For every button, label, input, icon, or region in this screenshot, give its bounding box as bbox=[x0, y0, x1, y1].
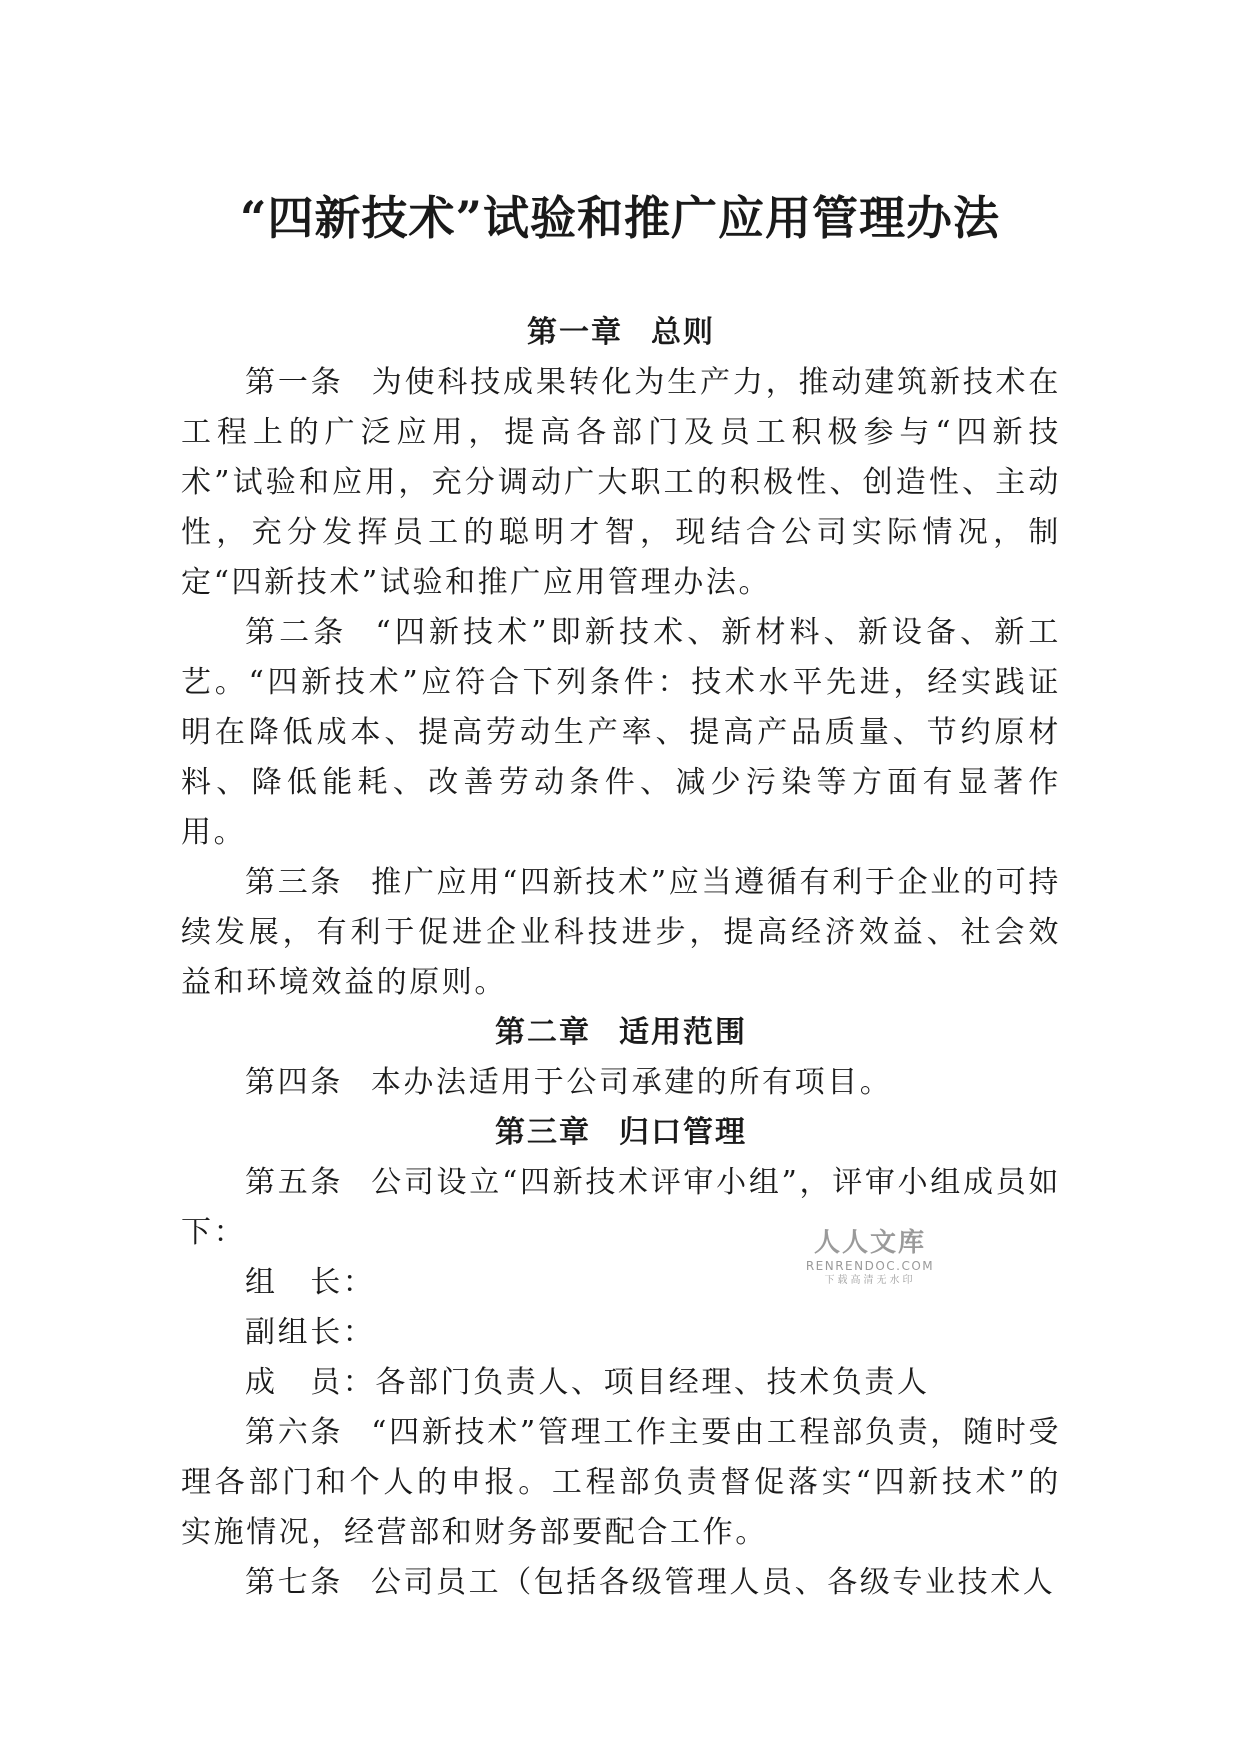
member-deputy: 副组长： bbox=[245, 1315, 376, 1350]
article-label: 第二条 bbox=[245, 615, 348, 650]
watermark-title: 人人文库 bbox=[813, 1228, 926, 1258]
chapter-heading-3 bbox=[181, 1108, 1061, 1158]
watermark-url: RENRENDOC.COM bbox=[805, 1259, 935, 1273]
document-title: “四新技术”试验和推广应用管理办法 bbox=[240, 191, 1000, 245]
article-6 bbox=[181, 1408, 1061, 1558]
chapter-number: 第二章 bbox=[495, 1015, 591, 1050]
article-text: 为使科技成果转化为生产力，推动建筑新技术在工程上的广泛应用，提高各部门及员工积极参与“四新技术”试验和应用，充分调动广大职工的积极性、创造性、主动性，充分发挥员工的聪明才智，现结合公司实际情况，制定“四新技术”试验和推广应用管理办法。 bbox=[181, 365, 1061, 600]
article-label: 第三条 bbox=[245, 865, 344, 900]
article-text: 本办法适用于公司承建的所有项目。 bbox=[370, 1065, 893, 1100]
article-label: 第四条 bbox=[245, 1065, 343, 1100]
article-2 bbox=[181, 608, 1061, 858]
member-leader: 组 长： bbox=[245, 1265, 376, 1300]
chapter-heading-2 bbox=[181, 1008, 1061, 1058]
article-label: 第六条 bbox=[245, 1415, 344, 1450]
article-3 bbox=[181, 858, 1061, 1008]
article-label: 第一条 bbox=[245, 365, 344, 400]
article-7 bbox=[181, 1558, 1061, 1608]
article-text: “四新技术”即新技术、新材料、新设备、新工艺。“四新技术”应符合下列条件：技术水平先进，经实践证明在降低成本、提高劳动生产率、提高产品质量、节约原材料、降低能耗、改善劳动条件、减少污染等方面有显著作用。 bbox=[181, 615, 1061, 850]
article-label: 第七条 bbox=[245, 1565, 343, 1600]
member-staff: 成 员：各部门负责人、项目经理、技术负责人 bbox=[245, 1365, 930, 1400]
chapter-heading-1 bbox=[181, 308, 1061, 358]
watermark-subtitle: 下载高清无水印 bbox=[824, 1275, 916, 1286]
article-text: 公司员工（包括各级管理人员、各级专业技术人 bbox=[370, 1565, 1056, 1600]
chapter-name: 适用范围 bbox=[619, 1015, 747, 1050]
watermark-logo bbox=[800, 1228, 940, 1288]
chapter-number: 第一章 bbox=[527, 315, 623, 350]
article-text: 推广应用“四新技术”应当遵循有利于企业的可持续发展，有利于促进企业科技进步，提高经济效益、社会效益和环境效益的原则。 bbox=[181, 865, 1061, 1000]
article-1 bbox=[181, 358, 1061, 608]
chapter-name: 归口管理 bbox=[619, 1115, 747, 1150]
document-body bbox=[181, 308, 1061, 1608]
chapter-name: 总则 bbox=[651, 315, 715, 350]
article-label: 第五条 bbox=[245, 1165, 344, 1200]
article-text: “四新技术”管理工作主要由工程部负责，随时受理各部门和个人的申报。工程部负责督促落实“四新技术”的实施情况，经营部和财务部要配合工作。 bbox=[181, 1415, 1061, 1550]
article-text: 公司设立“四新技术评审小组”，评审小组成员如下： bbox=[181, 1165, 1061, 1250]
article-4 bbox=[181, 1058, 1061, 1108]
chapter-number: 第三章 bbox=[495, 1115, 591, 1150]
